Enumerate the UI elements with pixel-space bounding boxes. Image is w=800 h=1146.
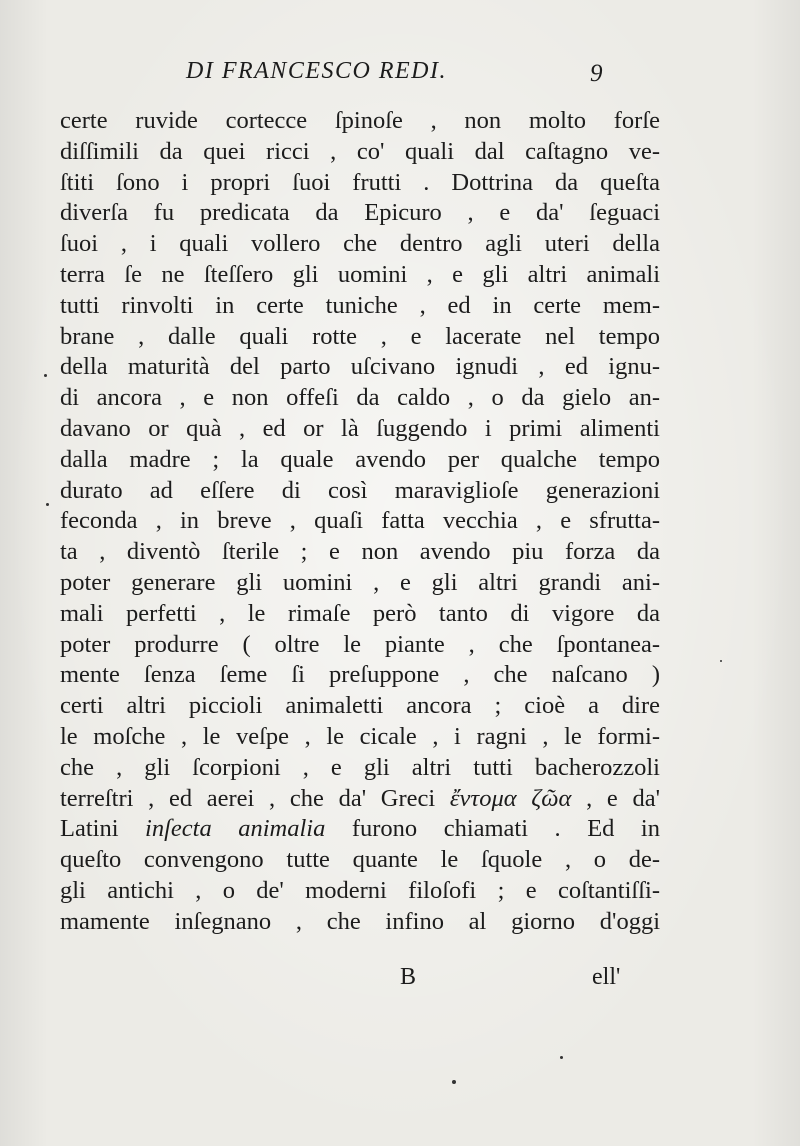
text-line: brane , dalle quali rotte , e lacerate nel tempo bbox=[60, 322, 660, 350]
paper-speck bbox=[44, 374, 47, 377]
text-line: tutti rinvolti in certe tuniche , ed in certe mem- bbox=[60, 291, 660, 319]
latin-term: inſecta animalia bbox=[145, 815, 326, 843]
paper-speck bbox=[720, 660, 722, 662]
text-line: diſſimili da quei ricci , co' quali dal caſtagno ve- bbox=[60, 137, 660, 165]
paper-speck bbox=[560, 1056, 563, 1059]
text-run: , e da' bbox=[571, 784, 661, 812]
page-header bbox=[0, 58, 800, 92]
text-line: ta , diventò ſterile ; e non avendo piu forza da bbox=[60, 538, 660, 566]
text-line: queſto convengono tutte quante le ſquole , o de- bbox=[60, 846, 660, 874]
text-line: dalla madre ; la quale avendo per qualche tempo bbox=[60, 445, 660, 473]
text-line: certi altri piccioli animaletti ancora ; cioè a dire bbox=[60, 692, 660, 720]
text-line: le moſche , le veſpe , le cicale , i ragni , le formi- bbox=[60, 722, 660, 750]
text-line: mali perfetti , le rimaſe però tanto di vigore da bbox=[60, 599, 660, 627]
page-footer bbox=[0, 964, 800, 998]
text-line: ſuoi , i quali vollero che dentro agli uteri della bbox=[60, 230, 660, 258]
text-line bbox=[60, 784, 660, 815]
text-line: della maturità del parto uſcivano ignudi , ed ignu- bbox=[60, 353, 660, 381]
text-line: feconda , in breve , quaſi fatta vecchia , e sfrutta- bbox=[60, 507, 660, 535]
paper-speck bbox=[46, 503, 49, 506]
greek-term: ἔντομα ζῶα bbox=[449, 784, 572, 812]
text-line: che , gli ſcorpioni , e gli altri tutti bacherozzoli bbox=[60, 753, 660, 781]
text-line: ſtiti ſono i propri ſuoi frutti . Dottrina da queſta bbox=[60, 168, 660, 196]
text-run: furono chiamati . Ed in bbox=[325, 815, 660, 843]
text-line: poter produrre ( oltre le piante , che ſpontanea- bbox=[60, 630, 660, 658]
text-line: gli antichi , o de' moderni filoſofi ; e coſtantiſſi- bbox=[60, 876, 660, 904]
body-text bbox=[60, 106, 660, 938]
catchword: ell' bbox=[592, 964, 621, 990]
text-line: certe ruvide cortecce ſpinoſe , non molto forſe bbox=[60, 107, 660, 134]
text-run: Latini bbox=[60, 815, 146, 843]
text-run: terreſtri , ed aerei , che da' Greci bbox=[60, 784, 450, 812]
text-line: terra ſe ne ſteſſero gli uomini , e gli altri animali bbox=[60, 260, 660, 288]
signature-mark: B bbox=[400, 964, 417, 990]
text-line: di ancora , e non offeſi da caldo , o da gielo an- bbox=[60, 384, 660, 412]
text-line: durato ad eſſere di così maraviglioſe generazioni bbox=[60, 476, 660, 504]
text-line: mamente inſegnano , che infino al giorno d'oggi bbox=[60, 907, 660, 935]
paper-speck bbox=[452, 1080, 456, 1084]
text-line: diverſa fu predicata da Epicuro , e da' ſeguaci bbox=[60, 199, 660, 227]
text-line: davano or quà , ed or là ſuggendo i primi alimenti bbox=[60, 414, 660, 442]
text-line bbox=[60, 814, 660, 845]
text-line: poter generare gli uomini , e gli altri grandi ani- bbox=[60, 568, 660, 596]
page-number: 9 bbox=[590, 60, 603, 87]
running-head: DI FRANCESCO REDI. bbox=[186, 58, 447, 84]
text-line: mente ſenza ſeme ſi preſuppone , che naſcano ) bbox=[60, 661, 660, 689]
